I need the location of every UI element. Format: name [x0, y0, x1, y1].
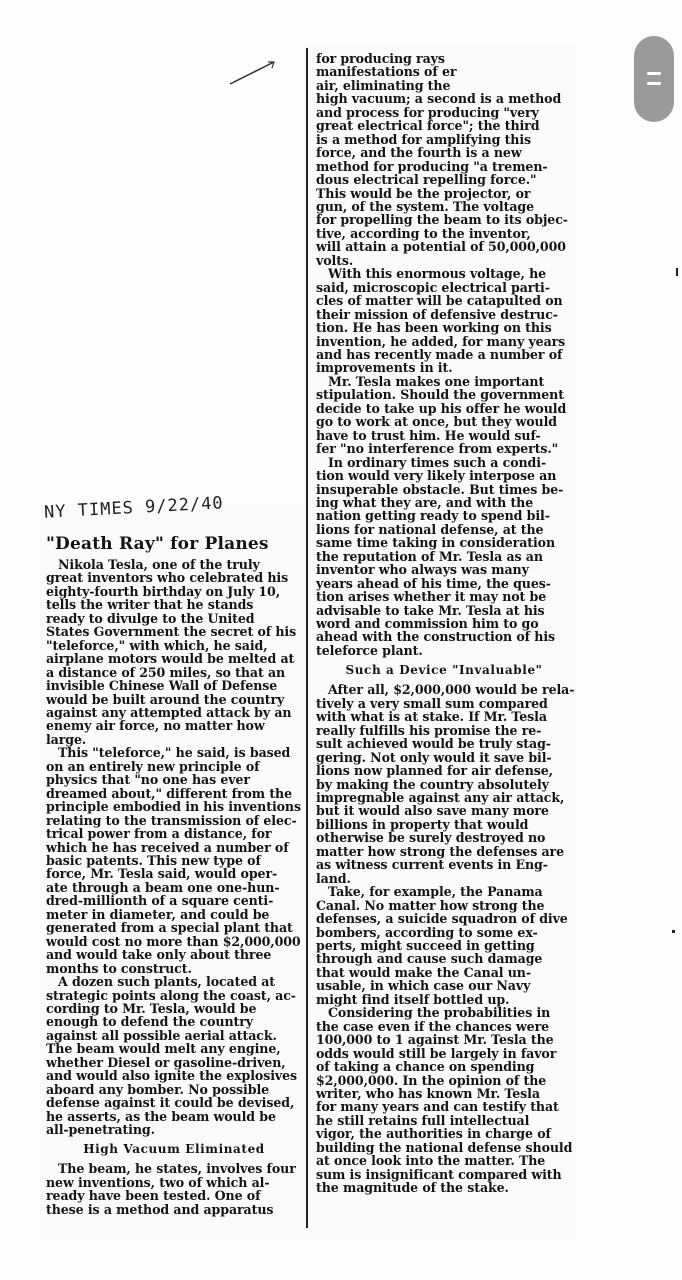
scroll-handle[interactable] [634, 36, 674, 122]
text-line: dous electrical repelling force." [316, 172, 537, 188]
text-line: said, microscopic electrical parti- [316, 279, 550, 295]
text-line: After all, $2,000,000 would be rela- [328, 682, 575, 698]
text-line: new inventions, two of which al- [46, 1174, 270, 1190]
text-line: of taking a chance on spending [316, 1059, 535, 1075]
column-rule [306, 48, 308, 1228]
text-line: airplane motors would be melted at [46, 651, 295, 667]
text-line: invisible Chinese Wall of Defense [46, 678, 278, 694]
text-line: principle embodied in his inventions [46, 799, 301, 815]
text-line: Considering the probabilities in [328, 1005, 551, 1021]
left-column-tail [46, 1162, 302, 1216]
text-line: ing what they are, and with the [316, 494, 534, 510]
grip-line-icon [647, 72, 661, 75]
text-line: cles of matter will be catapulted on [316, 293, 563, 309]
text-line: by making the country absolutely [316, 776, 549, 792]
text-line: The beam, he states, involves four [58, 1161, 296, 1177]
text-line: all-penetrating. [46, 1122, 155, 1138]
text-line: tively a very small sum compared [316, 695, 548, 711]
text-line: A dozen such plants, located at [58, 974, 276, 990]
text-line: vigor, the authorities in charge of [316, 1126, 551, 1142]
text-line: ahead with the construction of his [316, 629, 555, 645]
right-column [316, 51, 575, 1196]
grip-line-icon [647, 82, 661, 85]
text-line: nation getting ready to spend bil- [316, 508, 550, 524]
text-line: for propelling the beam to its objec- [316, 212, 568, 228]
text-line: With this enormous voltage, he [328, 266, 547, 282]
text-line: stipulation. Should the government [316, 387, 564, 403]
text-line: and would take only about three [46, 947, 272, 963]
text-line: usable, in which case our Navy [316, 978, 531, 994]
text-line: manifestations of er [316, 64, 457, 80]
text-line: these is a method and apparatus [46, 1201, 274, 1217]
text-line: gun, of the system. The voltage [316, 198, 535, 214]
text-line: ready have been tested. One of [46, 1188, 261, 1204]
text-line: that would make the Canal un- [316, 964, 531, 980]
text-line: writer, who has known Mr. Tesla [316, 1085, 540, 1101]
text-line: months to construct. [46, 960, 192, 976]
handwritten-date-note: NY TIMES 9/22/40 [43, 493, 225, 523]
text-line: insuperable obstacle. But times be- [316, 481, 564, 497]
text-line: trical power from a distance, for [46, 826, 272, 842]
text-line: gering. Not only would it save bil- [316, 749, 552, 765]
text-line: tells the writer that he stands [46, 597, 254, 613]
text-line: word and commission him to go [316, 616, 539, 632]
text-line: he asserts, as the beam would be [46, 1108, 276, 1124]
text-line: through and cause such damage [316, 951, 543, 967]
text-line: "teleforce," with which, he said, [46, 637, 268, 653]
text-line: This "teleforce," he said, is based [58, 745, 291, 761]
text-line: air, eliminating the [316, 77, 451, 93]
left-column [46, 528, 302, 1216]
text-line: 100,000 to 1 against Mr. Tesla the [316, 1032, 554, 1048]
text-line: sult achieved would be truly stag- [316, 736, 551, 752]
text-line: will attain a potential of 50,000,000 [316, 239, 566, 255]
text-line: Mr. Tesla makes one important [328, 373, 545, 389]
text-line: $2,000,000. In the opinion of the [316, 1072, 547, 1088]
text-line: against any attempted attack by an [46, 704, 292, 720]
text-line: their mission of defensive destruc- [316, 306, 558, 322]
text-line: really fulfills his promise the re- [316, 722, 542, 738]
text-line: relating to the transmission of elec- [46, 812, 297, 828]
pen-mark-icon [228, 58, 278, 88]
text-line: the magnitude of the stake. [316, 1180, 509, 1196]
text-line: with what is at stake. If Mr. Tesla [316, 709, 547, 725]
text-line: might find itself bottled up. [316, 991, 510, 1007]
text-line: years ahead of his time, the ques- [316, 575, 551, 591]
text-line: defenses, a suicide squadron of dive [316, 911, 568, 927]
text-line: advisable to take Mr. Tesla at his [316, 602, 545, 618]
headline: "Death Ray" for Planes [46, 534, 269, 554]
text-line: aboard any bomber. No possible [46, 1081, 270, 1097]
text-line: whether Diesel or gasoline-driven, [46, 1054, 286, 1070]
text-line: tive, according to the inventor, [316, 225, 531, 241]
text-line: for producing rays [316, 51, 445, 66]
right-subhead: Such a Device "Invaluable" [345, 663, 543, 678]
text-line: same time taking in consideration [316, 535, 556, 551]
margin-tick [676, 268, 678, 276]
text-line: States Government the secret of his [46, 624, 297, 640]
text-line: he still retains full intellectual [316, 1112, 530, 1128]
text-line: billions in property that would [316, 816, 529, 832]
text-line: perts, might succeed in getting [316, 938, 535, 953]
text-line: high vacuum; a second is a method [316, 91, 562, 107]
text-line: ate through a beam one one-hun- [46, 879, 280, 895]
text-line: at once look into the matter. The [316, 1153, 546, 1169]
text-line: force, Mr. Tesla said, would oper- [46, 866, 278, 882]
text-line: and would also ignite the explosives [46, 1068, 298, 1084]
margin-tick [672, 930, 675, 933]
text-line: great inventors who celebrated his [46, 570, 289, 586]
text-line: defense against it could be devised, [46, 1095, 295, 1111]
text-line: The beam would melt any engine, [46, 1041, 281, 1057]
text-line: meter in diameter, and could be [46, 906, 270, 922]
text-line: decide to take up his offer he would [316, 400, 567, 416]
text-line: odds would still be largely in favor [316, 1045, 557, 1061]
text-line: land. [316, 870, 351, 886]
text-line: building the national defense should [316, 1139, 573, 1155]
text-line: eighty-fourth birthday on July 10, [46, 583, 281, 599]
left-subhead: High Vacuum Eliminated [83, 1142, 265, 1157]
text-line: lions now planned for air defense, [316, 763, 553, 779]
text-line: impregnable against any air attack, [316, 790, 565, 806]
text-line: and has recently made a number of [316, 346, 563, 362]
text-line: cording to Mr. Tesla, would be [46, 1000, 257, 1016]
text-line: inventor who always was many [316, 562, 529, 578]
text-line: fer "no interference from experts." [316, 441, 559, 457]
text-line: invention, he added, for many years [316, 333, 566, 349]
text-line: against all possible aerial attack. [46, 1027, 277, 1043]
text-line: and process for producing "very [316, 104, 539, 120]
right-column-body-bottom [316, 682, 575, 1196]
text-line: tion. He has been working on this [316, 320, 552, 336]
text-line: the case even if the chances were [316, 1018, 550, 1034]
text-line: for many years and can testify that [316, 1099, 559, 1115]
text-line: on an entirely new principle of [46, 758, 260, 774]
text-line: enemy air force, no matter how [46, 718, 265, 734]
text-line: a distance of 250 miles, so that an [46, 664, 286, 680]
text-line: Nikola Tesla, one of the truly [58, 557, 260, 572]
text-line: force, and the fourth is a new [316, 145, 522, 161]
left-column-body [46, 558, 302, 1136]
text-line: physics that "no one has ever [46, 772, 250, 788]
text-line: but it would also save many more [316, 803, 549, 819]
text-line: method for producing "a tremen- [316, 158, 548, 174]
text-line: is a method for amplifying this [316, 131, 532, 147]
text-line: matter how strong the defenses are [316, 843, 564, 859]
text-line: bombers, according to some ex- [316, 924, 538, 940]
text-line: the reputation of Mr. Tesla as an [316, 548, 543, 564]
text-line: otherwise be surely destroyed no [316, 830, 546, 846]
text-line: tion arises whether it may not be [316, 589, 547, 605]
text-line: sum is insignificant compared with [316, 1166, 562, 1182]
text-line: strategic points along the coast, ac- [46, 987, 296, 1003]
text-line: lions for national defense, at the [316, 521, 544, 537]
text-line: enough to defend the country [46, 1014, 253, 1030]
text-line: go to work at once, but they would [316, 414, 557, 430]
text-line: tion would very likely interpose an [316, 468, 557, 484]
text-line: teleforce plant. [316, 642, 423, 658]
text-line: ready to divulge to the United [46, 610, 255, 626]
text-line: dred-millionth of a square centi- [46, 893, 274, 909]
text-line: dreamed about," different from the [46, 785, 293, 801]
text-line: In ordinary times such a condi- [328, 454, 547, 470]
text-line: volts. [316, 252, 354, 268]
text-line: which he has received a number of [46, 839, 289, 855]
text-line: as witness current events in Eng- [316, 857, 548, 873]
text-line: large. [46, 731, 87, 747]
text-line: Canal. No matter how strong the [316, 897, 545, 913]
text-line: Take, for example, the Panama [328, 884, 543, 900]
text-line: improvements in it. [316, 360, 453, 376]
text-line: This would be the projector, or [316, 185, 531, 201]
text-line: have to trust him. He would suf- [316, 427, 541, 443]
text-line: would be built around the country [46, 691, 285, 707]
text-line: would cost no more than $2,000,000 [46, 933, 301, 949]
text-line: great electrical force"; the third [316, 118, 540, 134]
right-column-body-top [316, 52, 572, 657]
text-line: generated from a special plant that [46, 920, 293, 936]
text-line: basic patents. This new type of [46, 852, 261, 868]
